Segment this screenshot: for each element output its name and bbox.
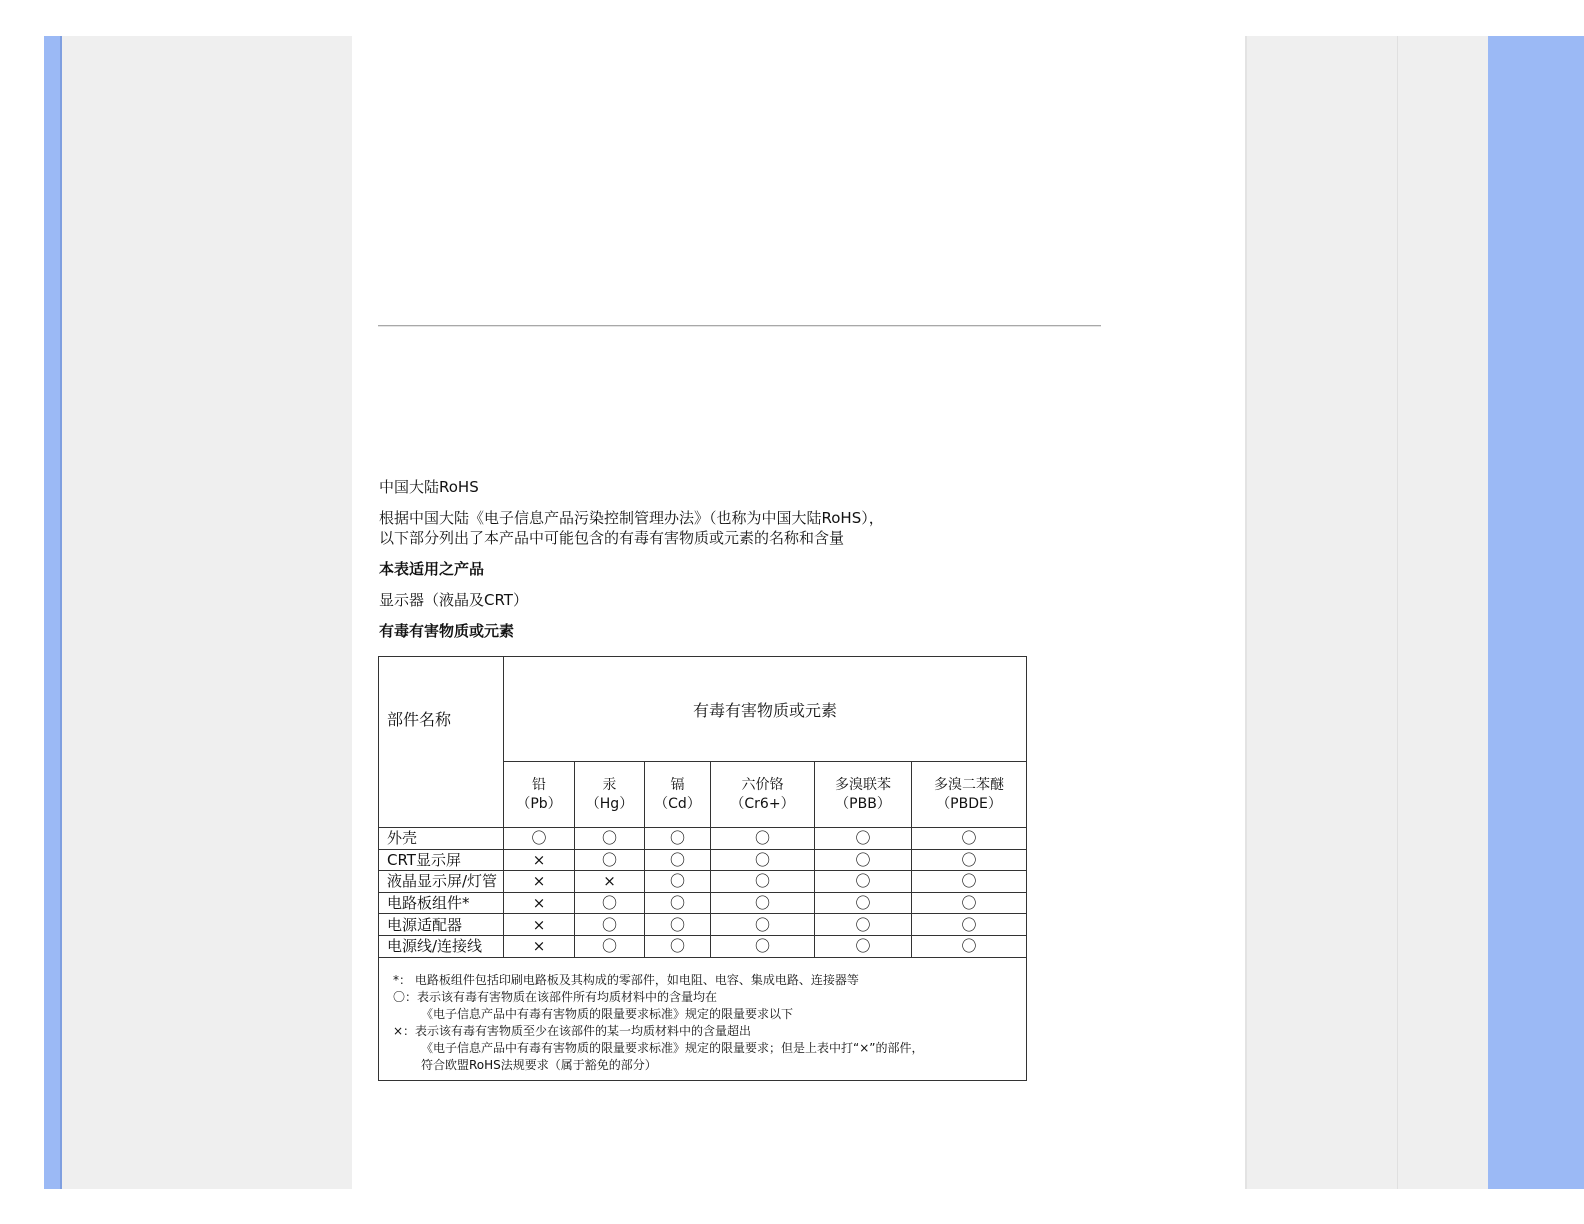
- part-name: 外壳: [379, 828, 504, 850]
- table-cell: ×: [575, 871, 645, 893]
- table-row: [379, 871, 1027, 893]
- table-cell: 〇: [711, 935, 815, 957]
- intro-line-2: 以下部分列出了本产品中可能包含的有毒有害物质或元素的名称和含量: [379, 529, 845, 547]
- rohs-table: [378, 656, 1027, 1081]
- table-cell: 〇: [711, 849, 815, 871]
- horizontal-rule: [378, 325, 1101, 327]
- table-cell: 〇: [575, 849, 645, 871]
- table-cell: 〇: [711, 871, 815, 893]
- table-cell: 〇: [815, 935, 912, 957]
- table-cell: ×: [504, 935, 575, 957]
- part-name: 电路板组件*: [379, 892, 504, 914]
- table-cell: 〇: [575, 828, 645, 850]
- part-name: CRT显示屏: [379, 849, 504, 871]
- product-scope: 显示器（液晶及CRT）: [379, 591, 528, 609]
- table-cell: 〇: [575, 935, 645, 957]
- table-cell: 〇: [711, 828, 815, 850]
- part-name-header: 部件名称: [379, 657, 504, 828]
- note-asterisk: *： 电路板组件包括印刷电路板及其构成的零部件，如电阻、电容、集成电路、连接器等: [393, 972, 859, 987]
- table-cell: 〇: [912, 892, 1027, 914]
- table-row: [379, 892, 1027, 914]
- table-cell: 〇: [815, 892, 912, 914]
- substances-label: 有毒有害物质或元素: [379, 622, 515, 640]
- column-header-cadmium: 镉 （Cd）: [645, 762, 711, 828]
- table-cell: 〇: [645, 892, 711, 914]
- right-frame-bar: [1488, 36, 1584, 1189]
- table-row: [379, 849, 1027, 871]
- table-cell: 〇: [815, 914, 912, 936]
- table-cell: 〇: [504, 828, 575, 850]
- note-cross: ×：表示该有毒有害物质至少在该部件的某一均质材料中的含量超出: [393, 1023, 752, 1038]
- table-cell: 〇: [645, 849, 711, 871]
- right-frame-panel-2: [1397, 36, 1488, 1189]
- applies-to-label: 本表适用之产品: [379, 560, 485, 578]
- table-cell: 〇: [645, 871, 711, 893]
- left-frame-bar: [44, 36, 62, 1189]
- table-cell: 〇: [912, 935, 1027, 957]
- note-cross-standard: 《电子信息产品中有毒有害物质的限量要求标准》规定的限量要求；但是上表中打“×”的部件，: [421, 1040, 924, 1055]
- left-frame-panel: [62, 36, 352, 1189]
- table-row: [379, 935, 1027, 957]
- table-cell: 〇: [575, 914, 645, 936]
- table-cell: 〇: [711, 892, 815, 914]
- table-cell: 〇: [912, 871, 1027, 893]
- column-header-pbde: 多溴二苯醚 （PBDE）: [912, 762, 1027, 828]
- intro-line-1: 根据中国大陆《电子信息产品污染控制管理办法》（也称为中国大陆RoHS），: [379, 509, 884, 527]
- table-cell: 〇: [912, 914, 1027, 936]
- note-circle: 〇：表示该有毒有害物质在该部件所有均质材料中的含量均在: [393, 989, 718, 1004]
- page-title: 中国大陆RoHS: [379, 478, 479, 496]
- table-cell: ×: [504, 892, 575, 914]
- table-cell: 〇: [912, 849, 1027, 871]
- table-cell: 〇: [645, 914, 711, 936]
- table-cell: ×: [504, 871, 575, 893]
- substances-group-header: 有毒有害物质或元素: [504, 657, 1027, 762]
- column-header-chromium: 六价铬 （Cr6+）: [711, 762, 815, 828]
- note-circle-standard: 《电子信息产品中有毒有害物质的限量要求标准》规定的限量要求以下: [421, 1006, 794, 1021]
- part-name: 电源适配器: [379, 914, 504, 936]
- table-cell: 〇: [815, 849, 912, 871]
- table-cell: 〇: [912, 828, 1027, 850]
- note-cross-exemption: 符合欧盟RoHS法规要求（属于豁免的部分）: [421, 1057, 657, 1072]
- right-frame-panel: [1245, 36, 1398, 1189]
- part-name: 液晶显示屏/灯管: [379, 871, 504, 893]
- notes-row: [379, 957, 1027, 1080]
- column-header-pbb: 多溴联苯 （PBB）: [815, 762, 912, 828]
- table-cell: 〇: [575, 892, 645, 914]
- column-header-lead: 铅 （Pb）: [504, 762, 575, 828]
- table-cell: 〇: [645, 828, 711, 850]
- table-cell: 〇: [815, 828, 912, 850]
- table-cell: 〇: [711, 914, 815, 936]
- table-notes: [379, 957, 1027, 1080]
- table-row: [379, 914, 1027, 936]
- table-cell: 〇: [645, 935, 711, 957]
- table-cell: ×: [504, 849, 575, 871]
- column-header-mercury: 汞 （Hg）: [575, 762, 645, 828]
- table-row: [379, 828, 1027, 850]
- table-cell: ×: [504, 914, 575, 936]
- table-cell: 〇: [815, 871, 912, 893]
- part-name: 电源线/连接线: [379, 935, 504, 957]
